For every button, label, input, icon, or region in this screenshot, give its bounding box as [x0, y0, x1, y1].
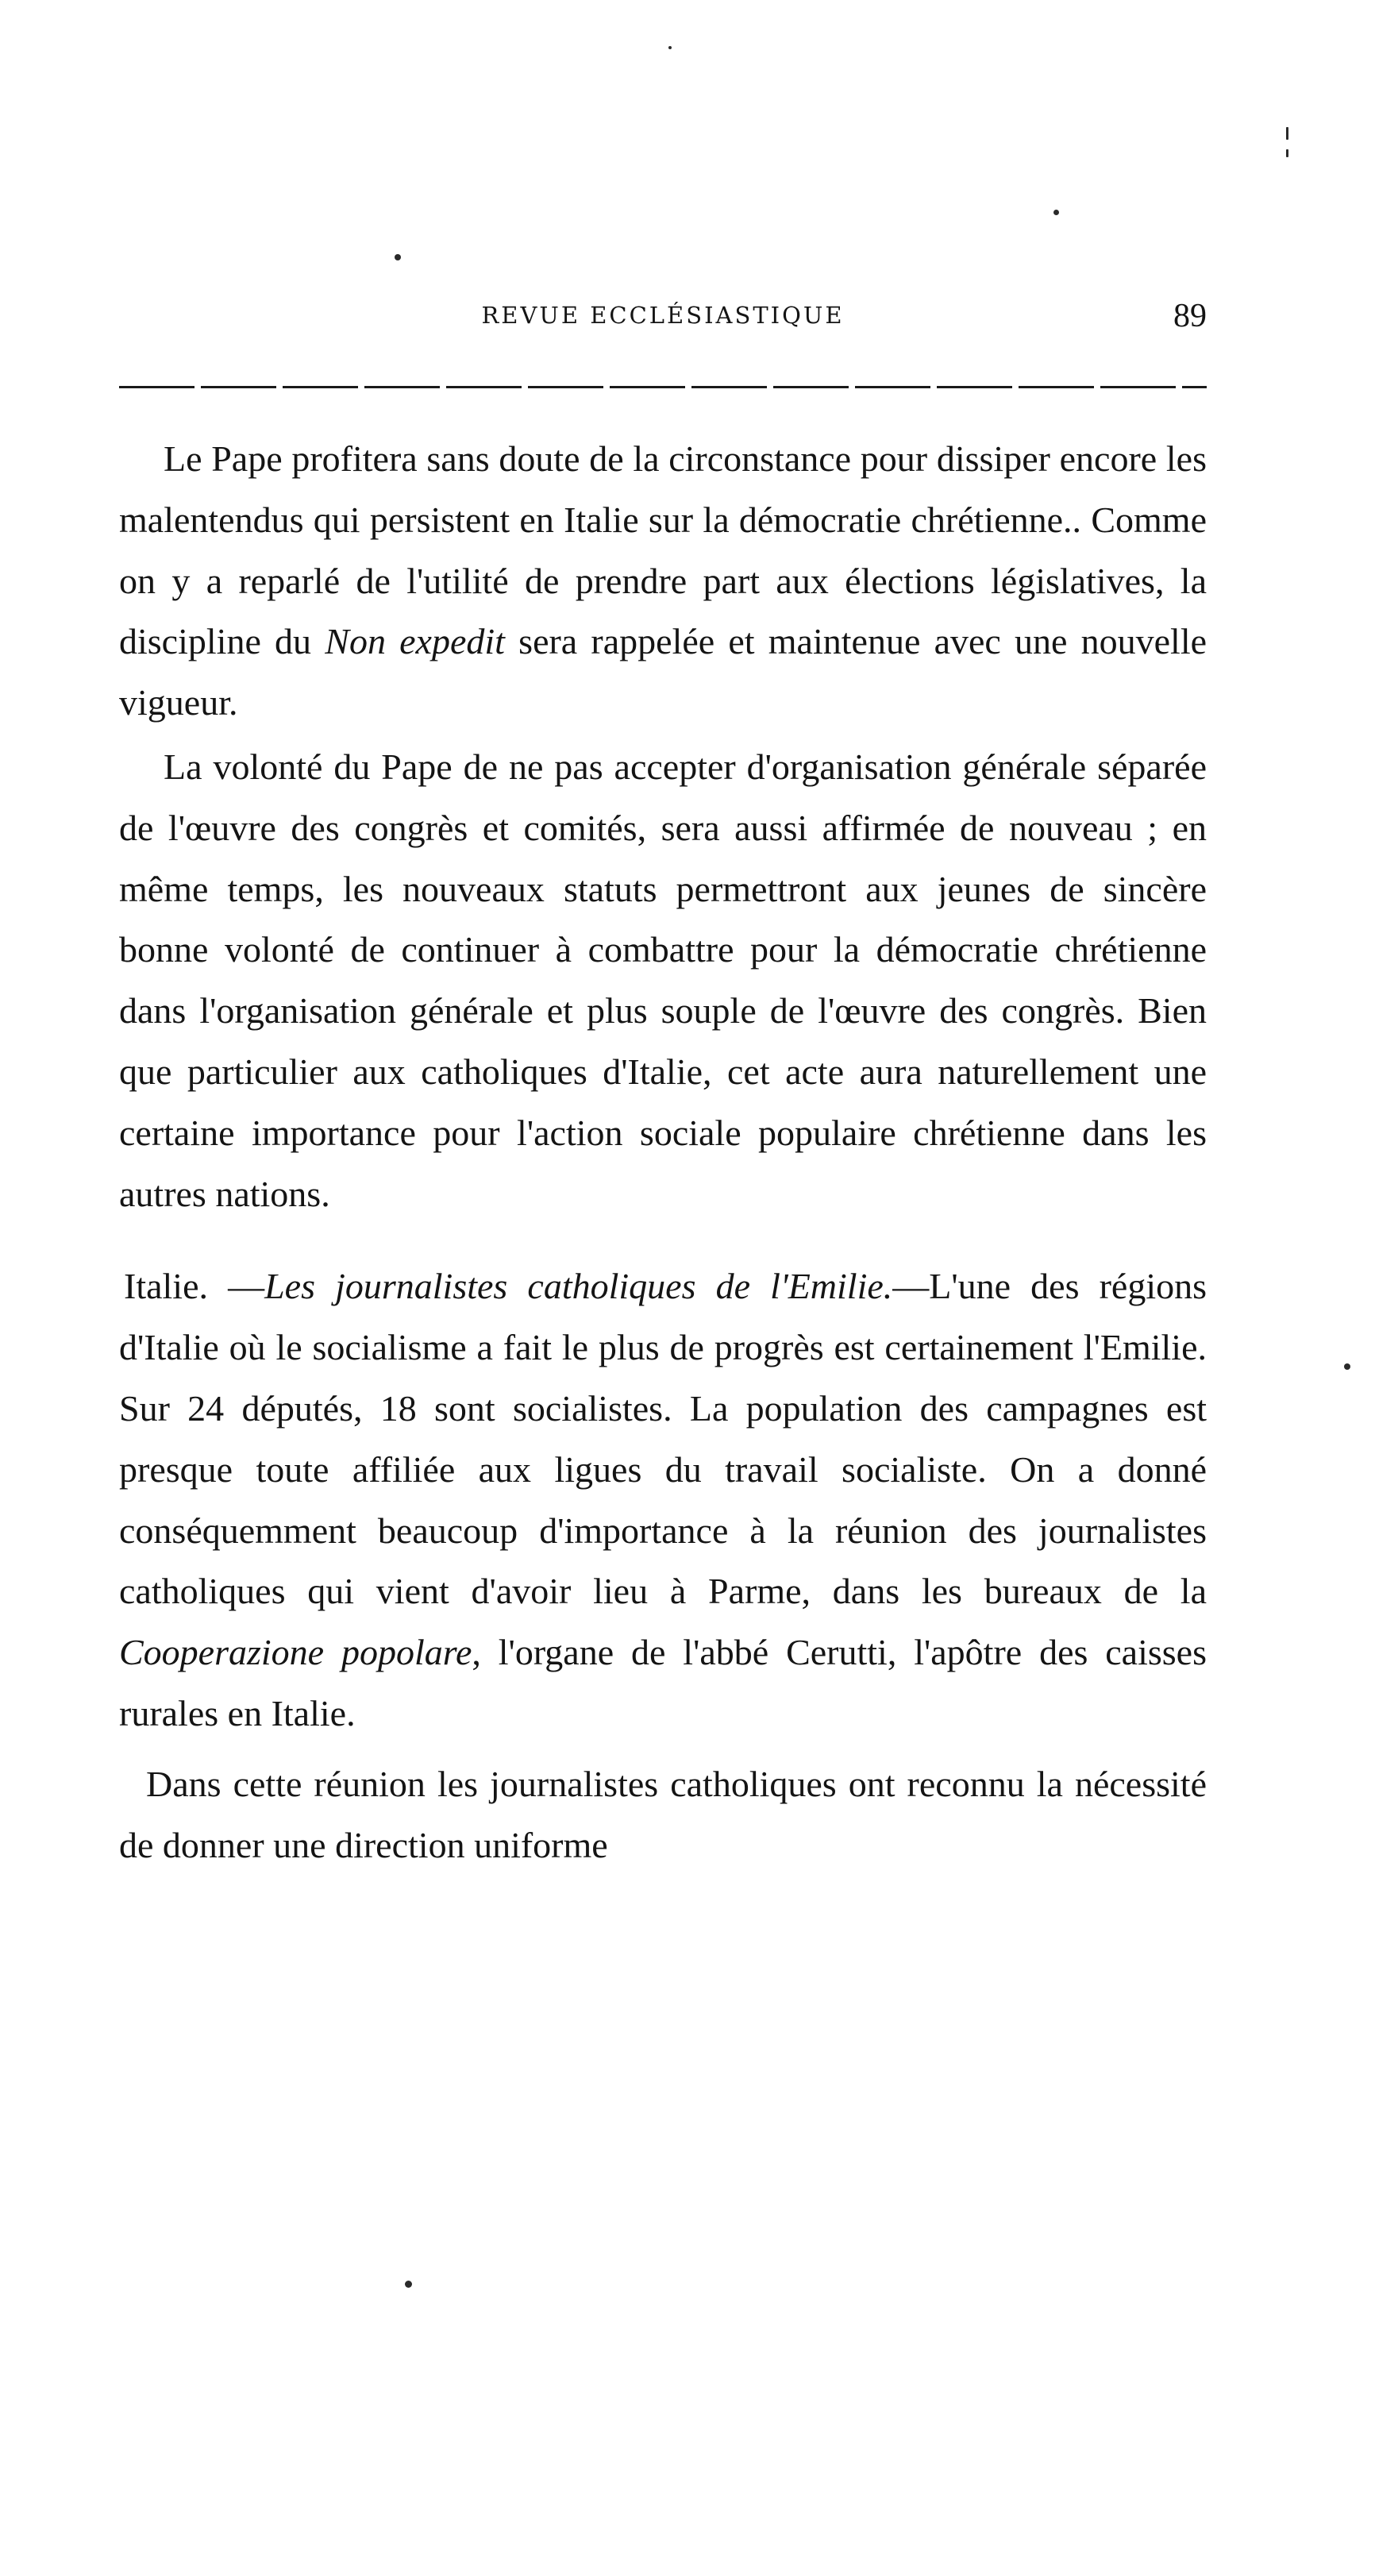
print-speck: [1053, 210, 1059, 215]
paragraph-3: [119, 1256, 1207, 1744]
print-speck: [395, 254, 401, 260]
print-speck: [405, 2281, 412, 2288]
section-heading: Les journalistes catholiques de l'Emilie.: [264, 1266, 893, 1307]
page-header: [119, 298, 1207, 349]
print-speck: [1344, 1363, 1350, 1370]
running-title: REVUE ECCLÉSIASTIQUE: [481, 302, 845, 329]
print-speck: [1286, 149, 1288, 157]
paragraph-1-text-end: sera rappelée et maintenue avec une nouvelle vigueur.: [119, 621, 1207, 723]
paragraph-1-text-start: Le Pape profitera sans doute de la circonstance pour dissiper encore les malentendus qui persistent en Italie sur la démocratie chrétienne.. Comme on y a reparlé de l'utilité de prendre part aux élections législatives, la discipline du: [119, 438, 1207, 662]
paragraph-2: La volonté du Pape de ne pas accepter d'organisation générale séparée de l'œuvre des congrès et comités, sera aussi affirmée de nouveau ; en même temps, les nouveaux statuts permettront aux jeunes de sincère bonne volonté de continuer à combattre pour la démocratie chrétienne dans l'organisation générale et plus souple de l'œuvre des congrès. Bien que particulier aux catholiques d'Italie, cet acte aura naturellement une certaine importance pour l'action sociale populaire chrétienne dans les autres nations.: [119, 746, 1207, 1214]
article-body: [119, 429, 1207, 1876]
print-speck: [668, 46, 672, 49]
paragraph-1: [119, 429, 1207, 734]
paragraph-3-text-end: , l'organe de l'abbé Cerutti, l'apôtre des caisses rurales en Italie.: [119, 1632, 1207, 1733]
page-number: 89: [1173, 298, 1207, 334]
paragraph-3-text-start: L'une des régions d'Italie où le socialisme a fait le plus de progrès est certainement l'Emilie. Sur 24 députés, 18 sont socialistes. La population des campagnes est presque toute affiliée aux ligues du travail socialiste. On a donné conséquemment beaucoup d'importance à la réunion des journalistes catholiques qui vient d'avoir lieu à Parme, dans les bureaux de la: [119, 1266, 1207, 1612]
paragraph-1-italic-term: Non expedit: [325, 621, 505, 662]
section-lead: Italie. —: [124, 1266, 265, 1307]
newspaper-title: Cooperazione popolare: [119, 1632, 472, 1673]
print-speck: [1286, 127, 1288, 140]
section-dash: —: [892, 1266, 930, 1307]
header-rule: [119, 386, 1207, 388]
paragraph-4: Dans cette réunion les journalistes catholiques ont reconnu la nécessité de donner une direction uniforme: [119, 1763, 1207, 1865]
